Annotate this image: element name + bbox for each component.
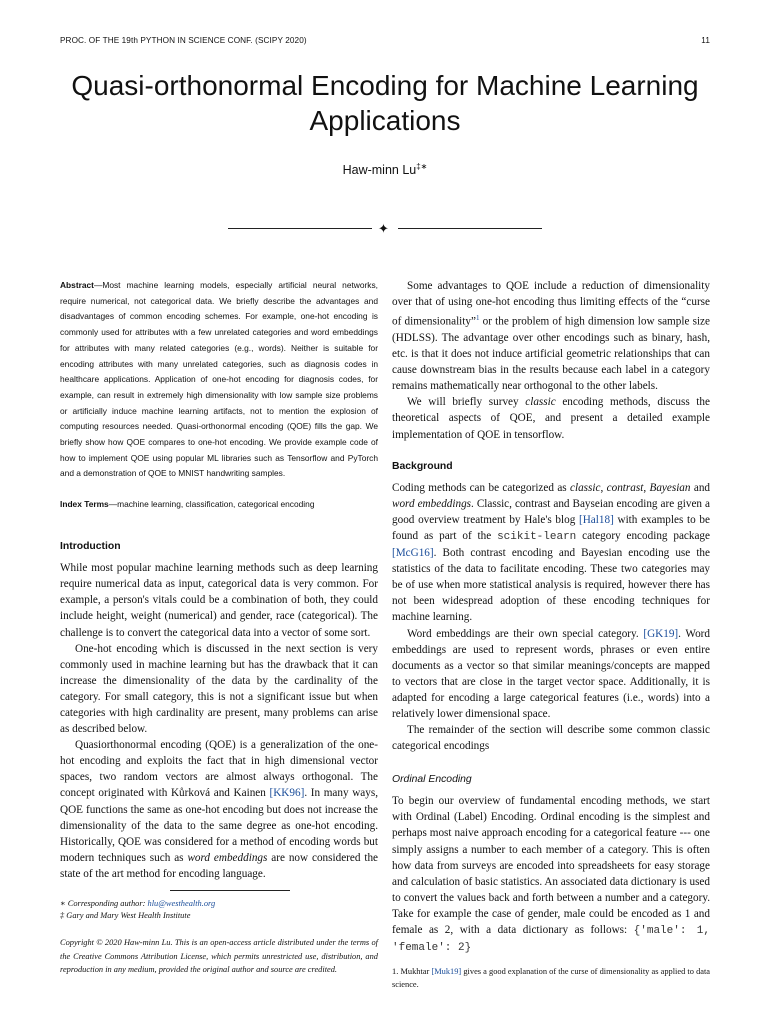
author-marks: ‡∗ <box>416 162 428 171</box>
intro-p3-text-b: . In many ways, QOE functions the same as one-hot encoding but does not increase the dimensionality of the data to the same degree as one-hot encoding. Historically, QOE was considered for a method of encoding words but modern techniques such as <box>60 787 378 864</box>
right-paragraph-2 <box>392 394 710 442</box>
bg-p1-text-c: . Classic, contrast and Bayseian encoding are given a good overview treatment by Hale's blog <box>392 497 710 526</box>
footnotes-left <box>60 898 378 922</box>
bg-p2-text-a: Word embeddings are their own special category. <box>407 627 644 640</box>
author-line <box>60 162 710 177</box>
right-p2-text-b: encoding methods, discuss the theoretical aspects of QOE, and present a detailed example implementation of QOE in tensorflow. <box>392 396 710 441</box>
abstract <box>60 278 378 482</box>
right-column <box>392 278 710 991</box>
intro-paragraph-2: One-hot encoding which is discussed in the next section is very commonly used in machine learning but has the drawback that it can increase the dimensionality of the data by the cardinality of the category. For small category, this is not a significant issue but when categories with high cardinality are present, many problems can arise as described below. <box>60 642 378 736</box>
bg-p1-text-a: Coding methods can be categorized as <box>392 481 571 494</box>
bg-p1-text-b: and <box>690 481 711 494</box>
bg-p1-sep-1: , <box>600 481 607 494</box>
index-terms <box>60 497 378 511</box>
paper-title <box>60 68 710 138</box>
citation-kk96-link[interactable]: [KK96] <box>269 787 305 800</box>
right-paragraph-1 <box>392 278 710 394</box>
right-p1-text-b: or the problem of high dimension low sample size (HDLSS). The advantage over other encodings such as binary, hash, etc. is that it does not induce artificial geometric relationships that can cause downstream bias in the results because each label in a category remains mathematically near orthogonal to the other labels. <box>392 315 710 393</box>
title-line-1: Quasi-orthonormal Encoding for Machine Learning <box>71 70 699 101</box>
author-name: Haw-minn Lu <box>342 163 417 178</box>
bg-p1-text-d: with examples to be found as part of the <box>392 513 710 542</box>
ordinal-paragraph-1 <box>392 793 710 956</box>
right-p2-emphasis: classic <box>525 396 556 409</box>
background-paragraph-3: The remainder of the section will describe some common classic categorical encodings <box>392 724 710 753</box>
citation-mcg16-link[interactable]: [McG16] <box>392 547 434 560</box>
citation-muk19-link[interactable]: [Muk19] <box>431 967 462 977</box>
bg-p1-em-classic: classic <box>570 481 601 494</box>
bg-p1-sep-2: , <box>643 481 650 494</box>
bg-p1-em-word-embeddings: word embeddings <box>392 497 472 510</box>
background-paragraph-1 <box>392 480 710 626</box>
bg-p2-text-b: . Word embeddings are used to represent words, phrases or even entire documents as a vector so that similar meanings/concepts are mapped to vectors that are close in the target vector space. Additionally, it is adapted for encoding a large categorical features (i.e., words) into a relatively lower dimensional space. <box>392 627 710 720</box>
footnote-1-text-a: Mukhtar <box>400 967 432 977</box>
title-line-2: Applications <box>309 105 461 136</box>
footnote-1 <box>392 966 710 991</box>
divider-diamond-icon: ✦ <box>378 221 389 236</box>
author-email-link[interactable]: hlu@westhealth.org <box>147 899 216 909</box>
intro-paragraph-1: While most popular machine learning methods such as deep learning require numerical data as input, categorical data is very common. For example, a person's vitals could be a combination of both, they could include height, weight (numerical) and gender, race (categorical). The challenge is to convert the categorical data into a vector of some sort. <box>60 562 378 639</box>
divider-line-left <box>228 228 372 229</box>
bg-p1-em-bayesian: Bayesian <box>649 481 691 494</box>
data-dictionary-code: {'male': 1, 'female': 2} <box>392 925 710 955</box>
title-divider <box>228 222 542 236</box>
background-heading: Background <box>392 460 453 472</box>
corresponding-prefix: ∗ Corresponding author: <box>60 899 148 909</box>
intro-paragraph-3 <box>60 737 378 882</box>
bg-p1-text-f: . Both contrast encoding and Bayesian encoding use the statistics of the data to facilitate encoding. These two categories may be of use when more statistical analysis is required, however there has not been widespread adoption of these encoding techniques for machine learning. <box>392 547 710 624</box>
copyright-notice: Copyright © 2020 Haw-minn Lu. This is an open-access article distributed under the terms of the Creative Commons Attribution License, which permits unrestricted use, distribution, and reproduction in any medium, provided the original author and source are credited. <box>60 938 378 975</box>
divider-line-right <box>398 228 542 229</box>
citation-hal18-link[interactable]: [Hal18] <box>579 513 614 526</box>
ordinal-p1-text: To begin our overview of fundamental encoding methods, we start with Ordinal (Label) Encoding. Ordinal encoding is the simplest and perhaps most naive approach encoding for a categorical feature --- one simply assigns a number to each member of a category. This is often how data from surveys are encoded into spreadsheets for easy storage and calculation of basic statistics. An associated data dictionary is used to convert the values back and forth between a number and a category. Take for example the case of gender, male could be encoded as 1 and female as 2, with a data dictionary as follows: <box>392 795 710 937</box>
footnote-1-number: 1. <box>392 967 401 977</box>
introduction-heading: Introduction <box>60 541 121 553</box>
ordinal-encoding-heading: Ordinal Encoding <box>392 774 472 786</box>
abstract-text: —Most machine learning models, especially artificial neural networks, require numerical, not categorical data. We briefly describe the advantages and disadvantages of common encoding schemes. For example, one-hot encoding is commonly used for attributes with a few unrelated categories and word embeddings for attributes with many related categories (e.g., words). Neither is suitable for encoding attributes with many unrelated categories, such as diagnosis codes in healthcare applications. Application of one-hot encoding for diagnosis codes, for example, can result in extremely high dimensionality with low sample size problems or artificially induce machine learning artifacts, not to mention the explosion of computing resources needed. Quasi-orthonormal encoding (QOE) fills the gap. We briefly show how QOE compares to one-hot encoding. We provide example code of how to implement QOE using popular ML libraries such as Tensorflow and PyTorch and a demonstration of QOE to MNIST handwriting samples. <box>60 280 378 479</box>
left-column <box>60 278 378 977</box>
footnote-1-marker[interactable]: 1 <box>475 314 480 323</box>
bg-p1-text-e: category encoding package <box>576 529 710 542</box>
running-title: PROC. OF THE 19th PYTHON IN SCIENCE CONF. (SCIPY 2020) <box>60 36 307 45</box>
scikit-learn-code: scikit-learn <box>497 530 577 543</box>
footnote-1-text-b: gives a good explanation of the curse of dimensionality as applied to data science. <box>392 967 711 989</box>
bg-p1-em-contrast: contrast <box>606 481 644 494</box>
background-paragraph-2 <box>392 626 710 723</box>
citation-gk19-link[interactable]: [GK19] <box>643 627 679 640</box>
footnote-rule <box>170 890 290 891</box>
abstract-label: Abstract <box>60 280 94 290</box>
running-header <box>60 36 710 48</box>
index-terms-label: Index Terms <box>60 499 109 510</box>
right-p2-text-a: We will briefly survey <box>407 396 526 409</box>
affiliation-note: ‡ Gary and Mary West Health Institute <box>60 911 191 921</box>
intro-p3-text-a: Quasiorthonormal encoding (QOE) is a generalization of the one-hot encoding and exploits the fact that in high dimensional vector spaces, two random vectors are almost always orthogonal. The concept originated with Kůrková and Kainen <box>60 739 378 800</box>
index-terms-text: —machine learning, classification, categorical encoding <box>108 499 315 510</box>
corresponding-author-note <box>60 898 378 910</box>
right-p1-text-a: Some advantages to QOE include a reduction of dimensionality over that of using one-hot encoding thus limiting effects of the “curse of dimensionality” <box>392 280 710 328</box>
intro-p3-text-c: are now considered the state of the art method for encoding language. <box>60 851 379 880</box>
page-number: 11 <box>701 36 710 45</box>
intro-p3-emphasis: word embeddings <box>187 851 268 864</box>
